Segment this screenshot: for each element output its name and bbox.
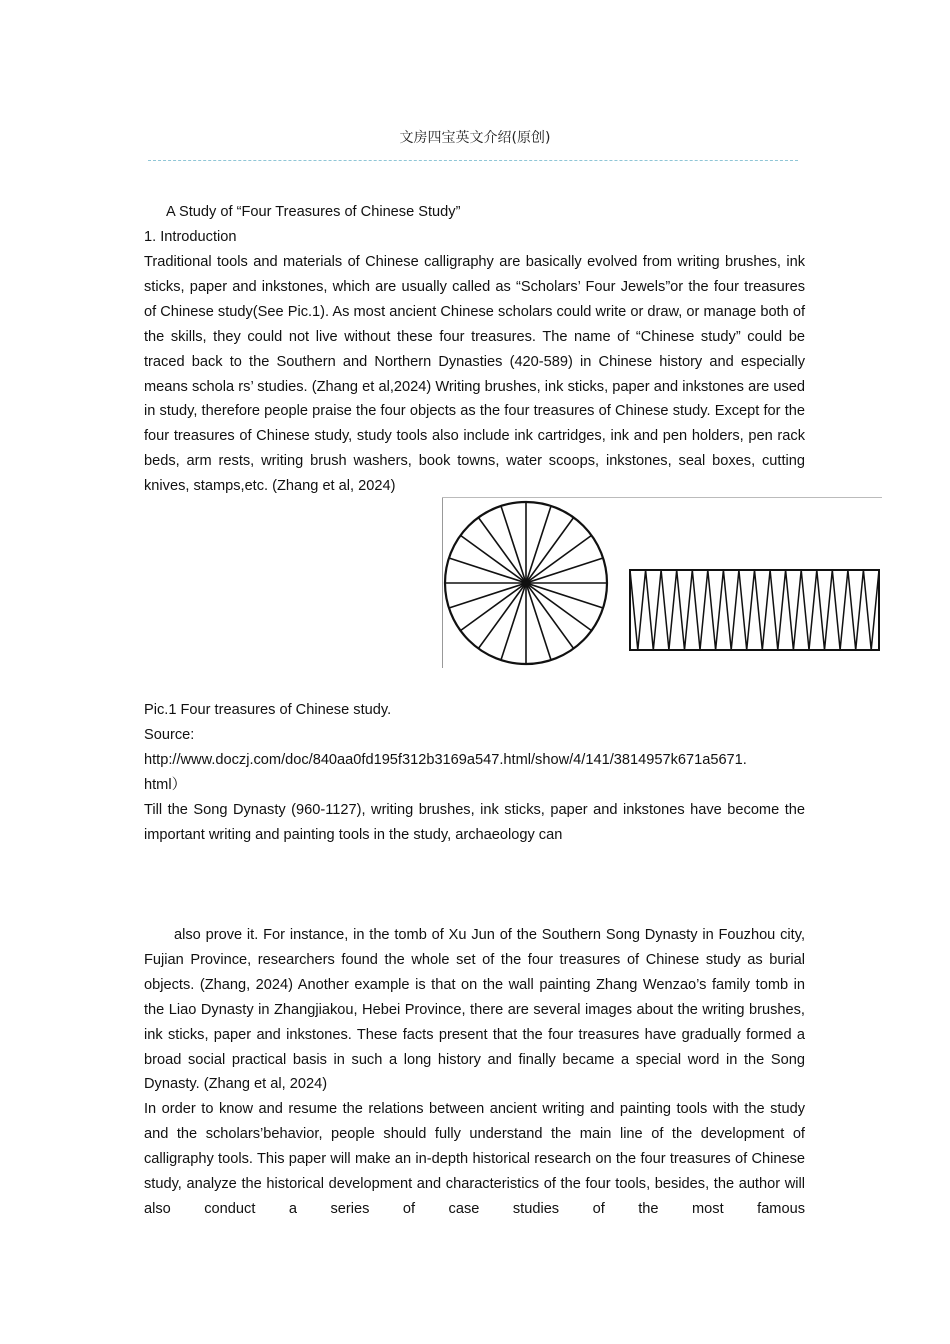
source-url-line-2: html） <box>144 777 187 793</box>
spoked-wheel-graphic <box>445 502 607 664</box>
section-heading: 1. Introduction <box>144 229 237 245</box>
source-label: Source: <box>144 727 195 743</box>
paragraph-song-dynasty: Till the Song Dynasty (960-1127), writing brushes, ink sticks, paper and inkstones have become the important writing and painting tools in the study, archaeology can <box>144 802 805 843</box>
paragraph-introduction: Traditional tools and materials of Chinese calligraphy are basically evolved from writing brushes, ink sticks, paper and inkstones, which are usually called as “Scholars’ Four Jewels”or the four treasures of Chinese study(See Pic.1). As most ancient Chinese scholars could write or draw, or manage both of the skills, they could not live without these four treasures. The name of “Chinese study” could be traced back to the Southern and Northern Dynasties (420-589) in Chinese history and especially means schola rs’ studies. (Zhang et al,2024) Writing brushes, ink sticks, paper and inkstones are used in study, therefore people praise the four objects as the four treasures of Chinese study. Except for the four treasures of Chinese study, study tools also include ink cartridges, ink and pen holders, pen rack beds, arm rests, writing brush washers, book towns, water scoops, inkstones, seal boxes, cutting knives, stamps,etc. (Zhang et al, 2024) <box>144 254 805 495</box>
paragraph-research-aim: In order to know and resume the relations between ancient writing and painting tools with the study and the scholars’behavior, people should fully understand the main line of the development of calligraphy tools. This paper will make an in-depth historical research on the four treasures of Chinese study, analyze the historical development and characteristics of the four tools, besides, the author will also conduct a series of case studies of the most famous <box>144 1101 805 1217</box>
source-url-line-1: http://www.doczj.com/doc/840aa0fd195f312b3169a547.html/show/4/141/3814957k671a5671. <box>144 752 747 768</box>
zigzag-band-graphic <box>630 570 879 650</box>
figure-caption: Pic.1 Four treasures of Chinese study. <box>144 702 392 718</box>
article-title: A Study of “Four Treasures of Chinese Study” <box>166 204 461 220</box>
header-dashed-rule <box>148 160 798 161</box>
figure-pic-1 <box>442 497 882 668</box>
figure-graphic <box>442 497 882 668</box>
paragraph-archaeology: also prove it. For instance, in the tomb of Xu Jun of the Southern Song Dynasty in Fouzhou city, Fujian Province, researchers found the whole set of the four treasures of Chinese study as burial objects. (Zhang, 2024) Another example is that on the wall painting Zhang Wenzao’s family tomb in the Liao Dynasty in Zhangjiakou, Hebei Province, there are several images about the writing brushes, ink sticks, paper and inkstones. These facts present that the four treasures have gradually formed a broad social practical basis in such a long history and finally became a special word in the Song Dynasty. (Zhang et al, 2024) <box>144 927 805 1093</box>
document-header-title: 文房四宝英文介绍(原创) <box>399 130 551 146</box>
